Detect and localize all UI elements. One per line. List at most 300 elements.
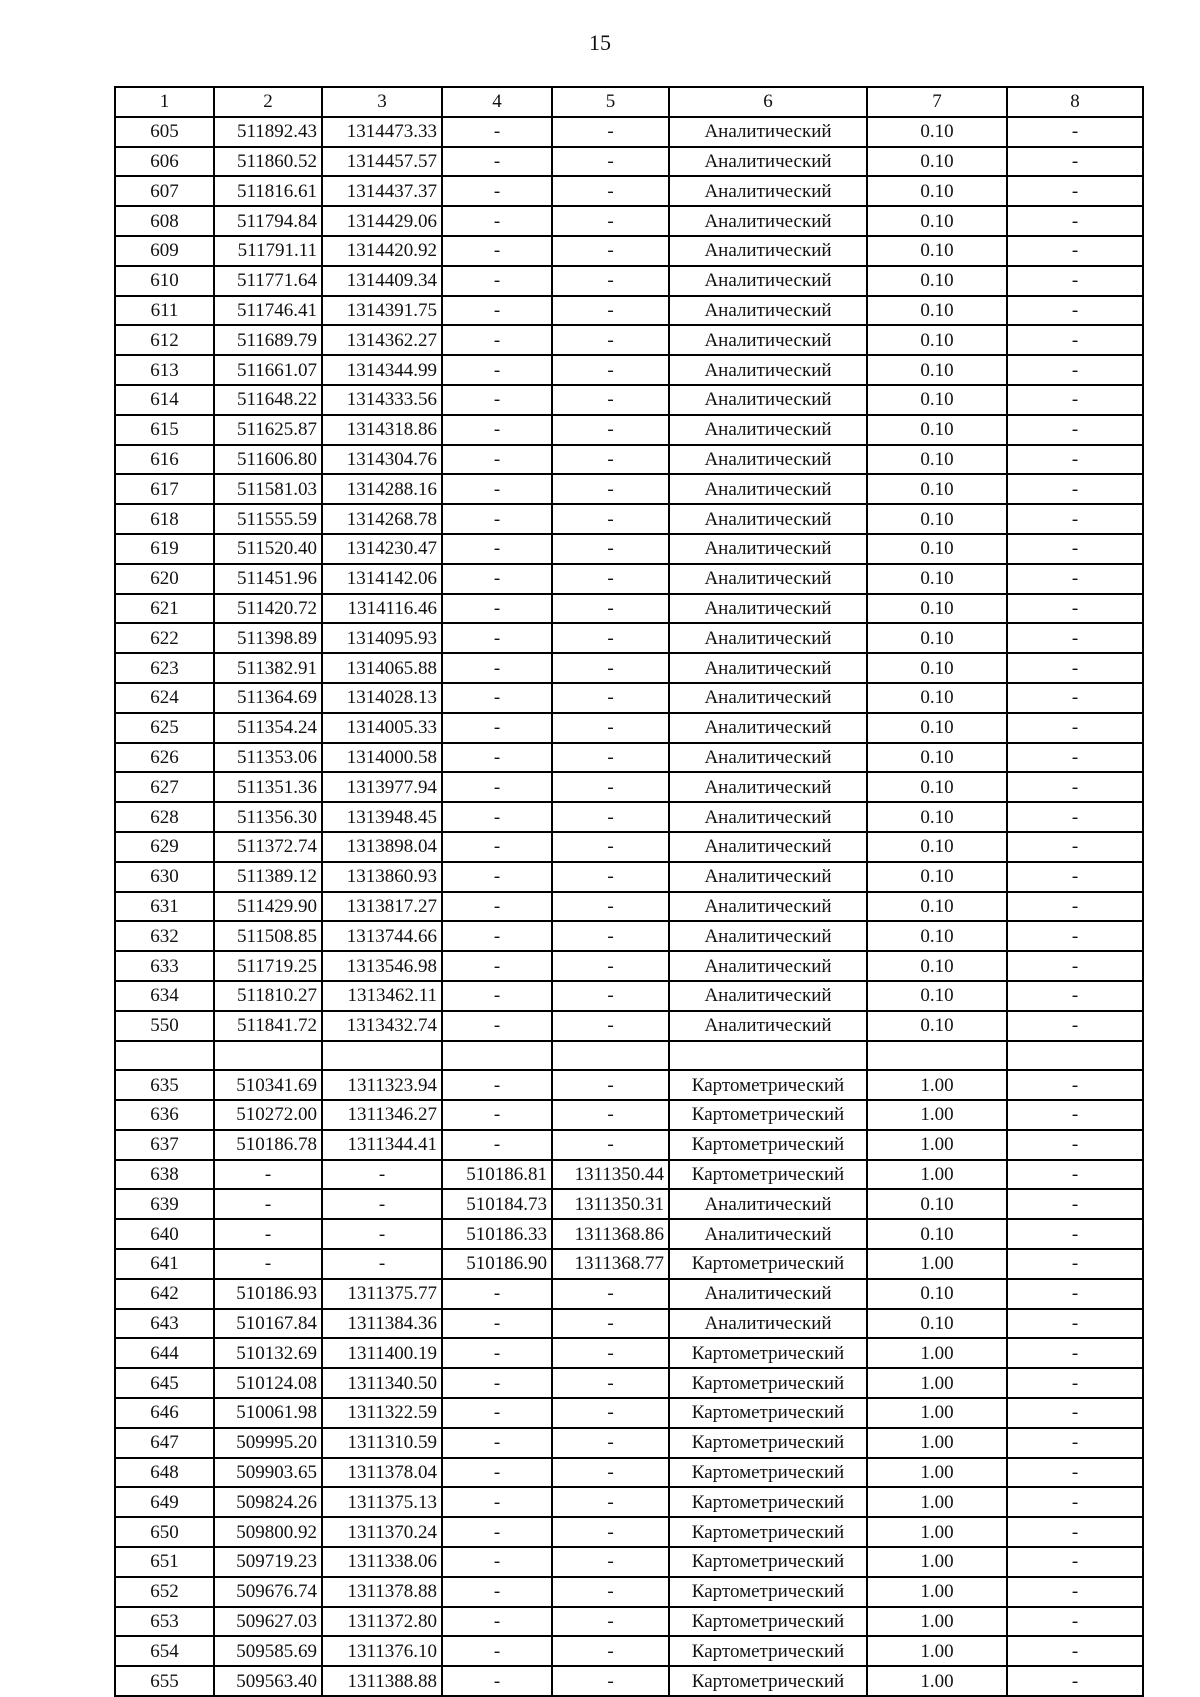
table-cell: - [442,951,552,981]
table-cell: 622 [115,623,214,653]
table-cell: 1311322.59 [322,1398,442,1428]
table-cell: - [552,1428,669,1458]
table-cell: - [552,1130,669,1160]
table-cell: - [1007,951,1143,981]
table-cell: 511661.07 [214,355,322,385]
table-cell: 511746.41 [214,296,322,326]
table-cell: 614 [115,385,214,415]
table-cell: 1311378.88 [322,1577,442,1607]
table-cell: - [214,1249,322,1279]
table-cell: Картометрический [669,1130,867,1160]
table-cell: 510186.93 [214,1279,322,1309]
table-cell: 510341.69 [214,1070,322,1100]
table-cell: Аналитический [669,772,867,802]
table-cell: Аналитический [669,176,867,206]
table-cell: Аналитический [669,564,867,594]
table-row [115,594,1143,624]
table-cell: - [442,981,552,1011]
table-cell: - [214,1189,322,1219]
table-row [115,832,1143,862]
table-cell: Аналитический [669,862,867,892]
table-cell: 0.10 [867,117,1007,147]
table-cell: - [1007,325,1143,355]
table-cell: 1.00 [867,1100,1007,1130]
table-cell: - [442,176,552,206]
table-row [115,772,1143,802]
table-cell: 0.10 [867,892,1007,922]
table-cell: 652 [115,1577,214,1607]
table-cell: 1311368.77 [552,1249,669,1279]
table-cell: 510132.69 [214,1338,322,1368]
table-cell: Картометрический [669,1487,867,1517]
table-cell: - [1007,594,1143,624]
table-cell: 1313948.45 [322,802,442,832]
table-cell: 511794.84 [214,206,322,236]
table-cell: - [1007,534,1143,564]
table-cell: - [442,653,552,683]
table-cell: 1311388.88 [322,1666,442,1696]
table-cell: 1313977.94 [322,772,442,802]
table-cell: - [1007,1338,1143,1368]
table-cell: 1311372.80 [322,1607,442,1637]
table-cell: - [442,1309,552,1339]
table-body [115,117,1143,1696]
table-row [115,1458,1143,1488]
table-cell: 0.10 [867,1011,1007,1041]
table-cell: 511555.59 [214,504,322,534]
table-row [115,176,1143,206]
table-cell: 510186.78 [214,1130,322,1160]
table-cell: - [1007,1517,1143,1547]
coordinates-table [114,86,1144,1697]
table-cell: 1314457.57 [322,147,442,177]
table-cell: Аналитический [669,474,867,504]
table-cell: 1314116.46 [322,594,442,624]
table-cell: Аналитический [669,743,867,773]
column-header: 6 [669,87,867,117]
table-cell: - [1007,445,1143,475]
table-cell: Аналитический [669,832,867,862]
table-cell: 1314333.56 [322,385,442,415]
table-cell: Аналитический [669,117,867,147]
table-cell: - [552,1517,669,1547]
table-cell: - [1007,1160,1143,1190]
table-cell: 511420.72 [214,594,322,624]
table-cell: 1314268.78 [322,504,442,534]
table-cell: 1.00 [867,1458,1007,1488]
table-cell: 510167.84 [214,1309,322,1339]
table-cell: 615 [115,415,214,445]
table-row [115,206,1143,236]
table-row [115,1517,1143,1547]
table-cell: - [322,1219,442,1249]
table-cell: - [442,1368,552,1398]
table-cell: - [1007,921,1143,951]
table-cell: - [552,683,669,713]
table-cell: 510272.00 [214,1100,322,1130]
table-cell: 0.10 [867,445,1007,475]
table-cell: Картометрический [669,1458,867,1488]
table-cell: Картометрический [669,1636,867,1666]
table-cell: 645 [115,1368,214,1398]
table-cell: - [442,683,552,713]
table-cell: - [1007,355,1143,385]
table-cell: - [1007,296,1143,326]
table-cell: - [552,117,669,147]
table-cell: - [552,206,669,236]
table-row [115,951,1143,981]
table-cell: - [442,1517,552,1547]
table-cell: - [552,1666,669,1696]
table-row [115,1100,1143,1130]
table-cell: 649 [115,1487,214,1517]
table-cell: 631 [115,892,214,922]
table-cell: 633 [115,951,214,981]
table-cell: 630 [115,862,214,892]
table-cell: - [1007,236,1143,266]
table-cell: Аналитический [669,921,867,951]
table-cell: 1313817.27 [322,892,442,922]
table-cell: 1.00 [867,1577,1007,1607]
table-cell: - [442,1100,552,1130]
table-row [115,1189,1143,1219]
table-cell: 1313462.11 [322,981,442,1011]
table-cell: 1314362.27 [322,325,442,355]
table-cell: Картометрический [669,1368,867,1398]
table-cell: 511581.03 [214,474,322,504]
table-cell: - [1007,564,1143,594]
table-cell: 1311378.04 [322,1458,442,1488]
table-cell: Картометрический [669,1398,867,1428]
table-cell: - [442,862,552,892]
table-cell: Картометрический [669,1517,867,1547]
table-cell: 1314409.34 [322,266,442,296]
table-row [115,266,1143,296]
table-cell: - [442,1338,552,1368]
table-cell: - [1007,1249,1143,1279]
table-cell: 606 [115,147,214,177]
table-cell: 511520.40 [214,534,322,564]
table-row [115,623,1143,653]
table-cell: - [1007,772,1143,802]
table-cell: - [1007,862,1143,892]
table-cell: 625 [115,713,214,743]
table-cell: - [552,1070,669,1100]
table-cell: 1311375.77 [322,1279,442,1309]
table-cell: - [552,1398,669,1428]
table-cell: 653 [115,1607,214,1637]
table-cell: Аналитический [669,1219,867,1249]
table-cell: - [552,474,669,504]
table-cell: 511606.80 [214,445,322,475]
table-cell: - [552,147,669,177]
table-cell: Аналитический [669,683,867,713]
table-cell: - [442,1070,552,1100]
table-cell: - [552,385,669,415]
table-cell: 510186.81 [442,1160,552,1190]
table-cell: - [1007,1279,1143,1309]
table-row [115,325,1143,355]
table-cell: 511351.36 [214,772,322,802]
table-cell: 643 [115,1309,214,1339]
table-cell: - [442,415,552,445]
table-cell: - [1007,1487,1143,1517]
table-cell: 0.10 [867,802,1007,832]
column-header: 8 [1007,87,1143,117]
table-cell: - [552,892,669,922]
table-cell: Картометрический [669,1100,867,1130]
table-row [115,1070,1143,1100]
table-cell: 613 [115,355,214,385]
table-cell: 1313546.98 [322,951,442,981]
table-cell: 0.10 [867,564,1007,594]
table-cell: Картометрический [669,1428,867,1458]
table-cell: 611 [115,296,214,326]
table-cell [1007,1041,1143,1071]
table-row [115,1130,1143,1160]
table-cell: - [1007,1428,1143,1458]
table-cell: 509824.26 [214,1487,322,1517]
table-cell: - [214,1160,322,1190]
table-cell: 1314437.37 [322,176,442,206]
table-cell [322,1041,442,1071]
table-cell: 650 [115,1517,214,1547]
table-cell: 623 [115,653,214,683]
table-cell: - [442,206,552,236]
table-cell: 511860.52 [214,147,322,177]
table-cell: 0.10 [867,296,1007,326]
table-cell: 1311375.13 [322,1487,442,1517]
table-cell: 621 [115,594,214,624]
table-cell: - [442,385,552,415]
table-cell: - [442,1279,552,1309]
table-cell: 627 [115,772,214,802]
table-cell: - [442,117,552,147]
table-cell: 510124.08 [214,1368,322,1398]
table-cell: 638 [115,1160,214,1190]
table-cell: - [1007,1577,1143,1607]
table-cell: - [1007,1189,1143,1219]
table-cell: 1313860.93 [322,862,442,892]
table-cell: 511354.24 [214,713,322,743]
table-cell: - [552,445,669,475]
table-cell: 1314344.99 [322,355,442,385]
table-cell: 1.00 [867,1607,1007,1637]
table-cell: 510061.98 [214,1398,322,1428]
table-row [115,1041,1143,1071]
table-cell: 0.10 [867,534,1007,564]
column-header: 1 [115,87,214,117]
table-row [115,534,1143,564]
table-cell: - [552,1368,669,1398]
table-cell: 0.10 [867,236,1007,266]
table-cell: - [552,266,669,296]
table-cell: 1311350.31 [552,1189,669,1219]
table-cell: 511892.43 [214,117,322,147]
table-cell: 651 [115,1547,214,1577]
table-cell: 1313432.74 [322,1011,442,1041]
table-cell: Аналитический [669,206,867,236]
table-cell: 641 [115,1249,214,1279]
table-row [115,1428,1143,1458]
table-cell: 0.10 [867,415,1007,445]
table-cell: 0.10 [867,1219,1007,1249]
table-cell: Аналитический [669,504,867,534]
table-cell: Картометрический [669,1577,867,1607]
table-cell: - [442,564,552,594]
table-cell: Картометрический [669,1607,867,1637]
table-cell: 511372.74 [214,832,322,862]
table-row [115,385,1143,415]
table-cell: 0.10 [867,325,1007,355]
table-row [115,415,1143,445]
table-row [115,1398,1143,1428]
table-cell: - [552,623,669,653]
table-cell: 1311384.36 [322,1309,442,1339]
table-cell: 0.10 [867,474,1007,504]
table-row [115,1011,1143,1041]
table-row [115,892,1143,922]
table-cell: Картометрический [669,1160,867,1190]
table-cell: 511810.27 [214,981,322,1011]
table-row [115,653,1143,683]
table-cell [442,1041,552,1071]
table-row [115,117,1143,147]
table-cell: 612 [115,325,214,355]
table-cell: 1311338.06 [322,1547,442,1577]
table-cell: - [442,1636,552,1666]
table-cell: 0.10 [867,206,1007,236]
table-cell: 509903.65 [214,1458,322,1488]
table-cell: 632 [115,921,214,951]
table-cell: Аналитический [669,534,867,564]
table-cell: 1311370.24 [322,1517,442,1547]
table-cell: - [1007,892,1143,922]
table-cell: - [552,862,669,892]
table-cell: 1314142.06 [322,564,442,594]
table-cell: - [442,713,552,743]
column-header: 7 [867,87,1007,117]
table-cell: - [552,1338,669,1368]
table-cell: - [552,534,669,564]
table-cell: 0.10 [867,355,1007,385]
table-cell: - [442,1458,552,1488]
table-cell: Аналитический [669,355,867,385]
table-row [115,504,1143,534]
table-cell: - [442,296,552,326]
table-cell: 1.00 [867,1160,1007,1190]
table-row [115,1160,1143,1190]
table-cell: 1311400.19 [322,1338,442,1368]
table-row [115,713,1143,743]
table-row [115,236,1143,266]
table-cell: - [552,1309,669,1339]
table-cell: 511719.25 [214,951,322,981]
table-cell: 1311344.41 [322,1130,442,1160]
table-cell: - [442,921,552,951]
table-cell: - [442,802,552,832]
table-cell: 1.00 [867,1070,1007,1100]
table-cell: - [442,1398,552,1428]
table-row [115,921,1143,951]
table-cell: 1.00 [867,1517,1007,1547]
table-cell: Картометрический [669,1338,867,1368]
table-cell: - [1007,1100,1143,1130]
table-cell: 1.00 [867,1666,1007,1696]
table-cell: 1311350.44 [552,1160,669,1190]
table-cell: - [442,892,552,922]
table-cell: 648 [115,1458,214,1488]
table-row [115,1249,1143,1279]
table-cell: - [1007,981,1143,1011]
table-cell: - [442,743,552,773]
table-cell: - [1007,713,1143,743]
table-cell: 0.10 [867,981,1007,1011]
table-cell: 0.10 [867,623,1007,653]
table-cell: 635 [115,1070,214,1100]
table-row [115,1607,1143,1637]
table-cell: 608 [115,206,214,236]
table-cell: 655 [115,1666,214,1696]
table-cell: 609 [115,236,214,266]
table-cell: 1311368.86 [552,1219,669,1249]
table-cell: 511648.22 [214,385,322,415]
table-cell: - [442,1577,552,1607]
table-cell: 0.10 [867,713,1007,743]
table-cell: 511364.69 [214,683,322,713]
table-cell: - [442,594,552,624]
table-cell: 0.10 [867,951,1007,981]
table-cell: - [1007,266,1143,296]
table-cell: 1314391.75 [322,296,442,326]
table-cell: - [442,474,552,504]
table-cell: - [442,623,552,653]
table-cell: Аналитический [669,266,867,296]
table-cell: Аналитический [669,296,867,326]
table-cell: 1314473.33 [322,117,442,147]
table-cell [669,1041,867,1071]
table-row [115,445,1143,475]
table-cell: - [552,1011,669,1041]
table-row [115,802,1143,832]
table-cell: 511389.12 [214,862,322,892]
table-cell: 511771.64 [214,266,322,296]
table-cell: - [1007,1130,1143,1160]
table-cell: 0.10 [867,176,1007,206]
table-cell: 511841.72 [214,1011,322,1041]
table-cell: 511451.96 [214,564,322,594]
table-cell: 1.00 [867,1428,1007,1458]
table-cell: - [552,1577,669,1607]
table-cell: 1.00 [867,1368,1007,1398]
table-cell: 1314420.92 [322,236,442,266]
table-cell: 1314065.88 [322,653,442,683]
table-cell: 0.10 [867,653,1007,683]
table-cell: - [552,355,669,385]
table-cell: 509563.40 [214,1666,322,1696]
table-cell: 626 [115,743,214,773]
table-cell: - [1007,1070,1143,1100]
table-cell: - [442,1487,552,1517]
table-cell: - [442,325,552,355]
table-cell: 0.10 [867,504,1007,534]
table-cell: Аналитический [669,385,867,415]
table-cell: 0.10 [867,743,1007,773]
table-cell: - [1007,623,1143,653]
table-cell: Аналитический [669,147,867,177]
table-cell: 509800.92 [214,1517,322,1547]
table-cell: Картометрический [669,1249,867,1279]
